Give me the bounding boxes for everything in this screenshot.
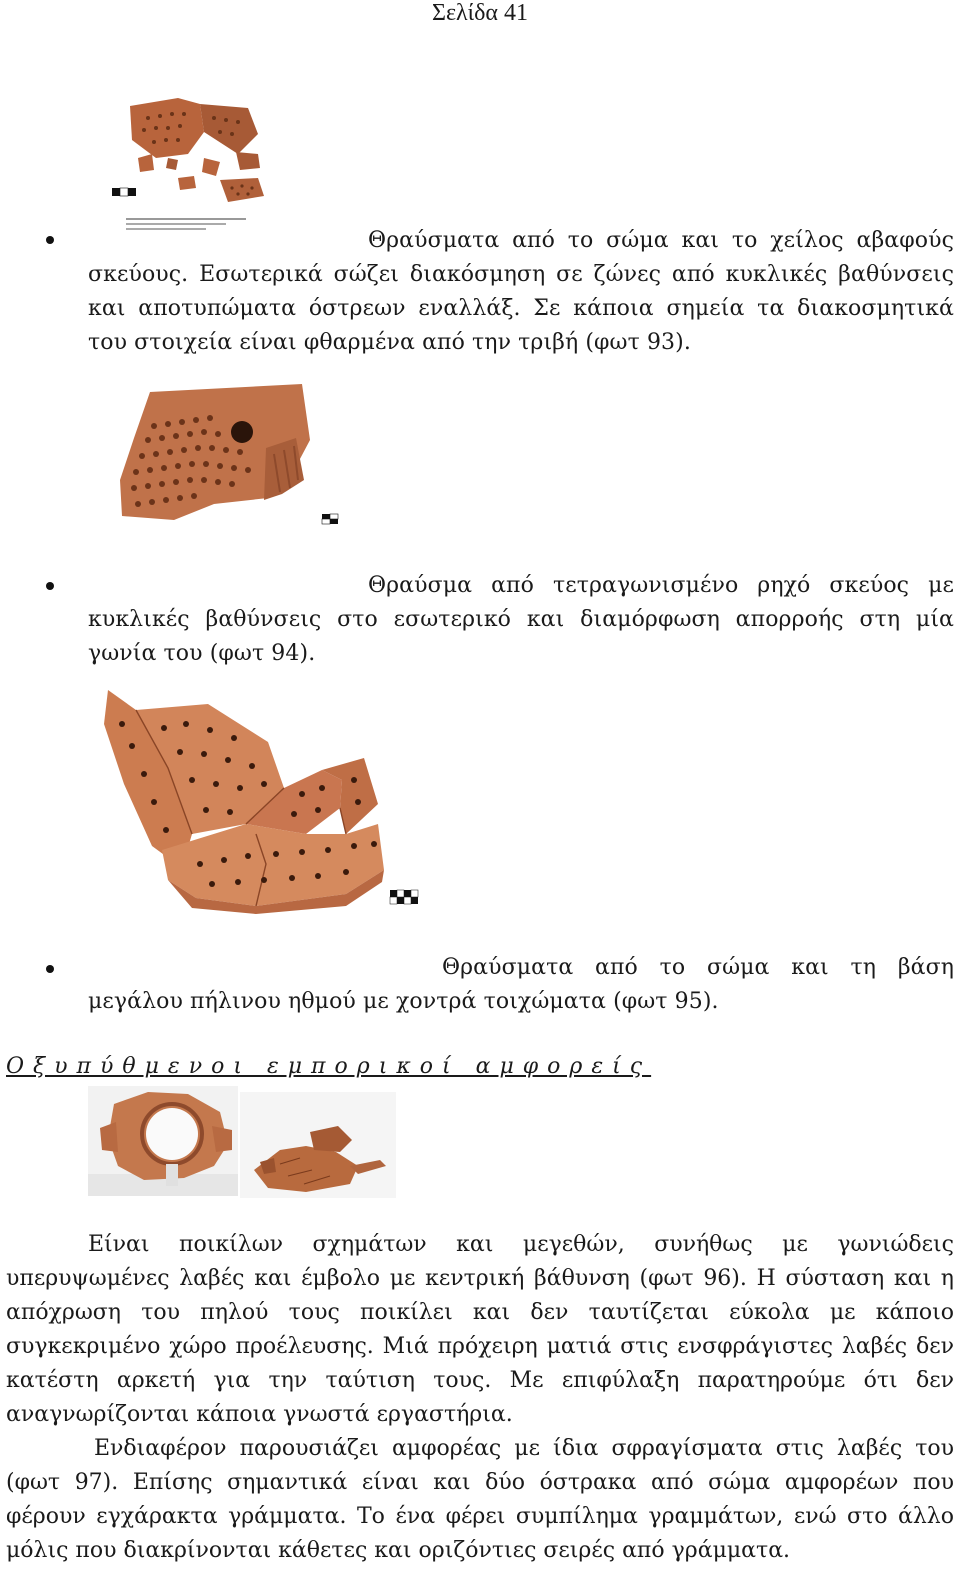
paragraph-1: Είναι ποικίλων σχημάτων και μεγεθών, συνήθως με γωνιώδεις υπερυψωμένες λαβές και έμβολο με κεντρική βάθυνση (φωτ 96). Η σύσταση και η απόχρωση του πηλού τους ποικίλει και δεν ταυτίζεται εύκολα με κάποιο συγκεκριμένο χώρο προέλευσης. Μιά πρόχειρη ματιά στις ενσφράγιστες λαβές δεν κατέστη αρκετή για την ταύτιση τους. Με επιφύλαξη παρατηρούμε ότι δεν αναγνωρίζονται κάποια γνωστά εργαστήρια. — [6, 1232, 954, 1427]
photo-vessel-94 — [114, 380, 350, 530]
photo-amphora-sherds — [240, 1092, 396, 1198]
bullet-icon — [46, 965, 54, 973]
item-2-text: Θραύσμα από τετραγωνισμένο ρηχό σκεύος με κυκλικές βαθύνσεις στο εσωτερικό και διαμόρφωση απορροής στη μία γωνία του (φωτ 94). — [88, 573, 954, 666]
bullet-icon — [46, 236, 54, 244]
photo-strainer-95 — [96, 684, 426, 914]
page-number: Σελίδα 41 — [431, 0, 529, 26]
section-heading: Οξυπύθμενοι εμπορικοί αμφορείς — [6, 1054, 652, 1079]
bullet-icon — [46, 582, 54, 590]
item-1-text: Θραύσματα από το σώμα και το χείλος αβαφούς σκεύους. Εσωτερικά σώζει διακόσμηση σε ζώνες από κυκλικές βαθύνσεις και αποτυπώματα όστρεων εναλλάξ. Σε κάποια σημεία τα διακοσμητικά του στοιχεία είναι φθαρμένα από την τριβή (φωτ 93). — [88, 228, 954, 355]
item-3-text: Θραύσματα από το σώμα και τη βάση μεγάλου πήλινου ηθμού με χοντρά τοιχώματα (φωτ 95). — [88, 955, 954, 1014]
paragraph-2: Ενδιαφέρον παρουσιάζει αμφορέας με ίδια σφραγίσματα στις λαβές του (φωτ 97). Επίσης σημαντικά είναι και δύο όστρακα από σώμα αμφορέων που φέρουν εγχάρακτα γράμματα. Το ένα φέρει συμπίλημα γραμμάτων, ενώ στο άλλο μόλις που διακρίνονται κάθετες και οριζόντιες σειρές από γράμματα. — [6, 1436, 954, 1563]
photo-sherds-93 — [108, 92, 278, 240]
photo-amphora-handle — [88, 1086, 238, 1196]
